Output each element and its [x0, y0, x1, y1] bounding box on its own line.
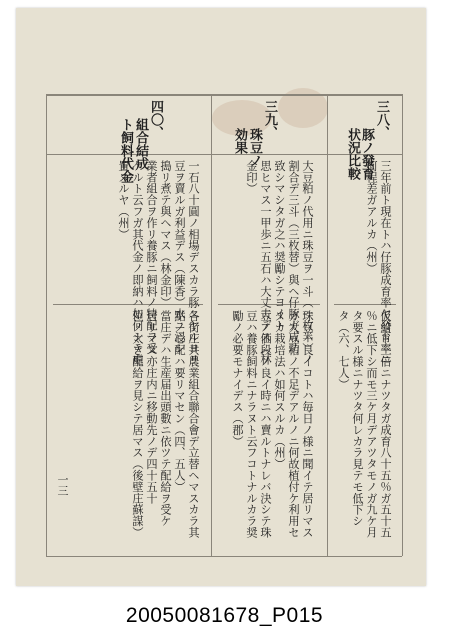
section-38-answer: タ要スル様ニナツタ何レカラ見テモ低下シ — [351, 310, 364, 527]
section-38-subtitle: 状況比較 — [345, 128, 360, 180]
section-39-question: 金印） — [245, 160, 258, 195]
section-39-title: 珠豆ノ — [247, 128, 262, 167]
section-38-answer: タ（六、七人） — [337, 310, 350, 390]
section-39-question: 思ヒマス一甲歩ニ五石ハ大丈夫デス（林 — [259, 160, 272, 366]
section-divider — [211, 94, 212, 556]
section-40-question: 一石八十圓ノ相場デスカラ豚ニヤルヨリ — [187, 160, 200, 366]
section-40-answer: 居リマス亦庄内ニ移動先ノデ四十五十 — [145, 310, 158, 504]
section-38-question: 三年前ト現在トハ仔豚成育率ヤ發育率ニ — [379, 160, 392, 366]
section-38-number: 三八、 — [374, 100, 389, 139]
bottom-rule — [46, 556, 402, 557]
left-border — [46, 94, 47, 556]
section-40-answer: 位ノ太き配給ヲ見シテ居マス（後壁庄蘇謀） — [131, 310, 144, 538]
section-divider — [327, 94, 328, 556]
section-40-question: 豆ヲ賣ルガ利益デス（陳香）水ニ浸シ — [173, 160, 186, 354]
section-39-answer: ガ大豆粕ノ不足デアルノニ何故植付ケ利用セ — [287, 310, 300, 538]
section-40-question: 置スルヤ（州） — [117, 160, 130, 240]
section-39-answer: ヌカ栽培法ハ如何スルカ（州） — [273, 310, 286, 470]
section-39-answer: 豆ノ価段ノ良イ時ニハ賣ルトナレバ決シテ珠 — [259, 310, 272, 538]
section-39-answer: 豆ハ養豚飼料ニナラヌト云フコトナルカラ奨 — [245, 310, 258, 538]
section-40-question: ケルト云フガ其代金ノ即納ハ如何シテ處 — [131, 160, 144, 366]
section-40-subtitle: ト飼料代金 — [118, 118, 133, 183]
section-39-answer: 珠豆ハ良イコトハ毎日ノ様ニ聞イテ居リマス — [301, 310, 314, 538]
section-38-title: 豚ノ發育 — [359, 128, 374, 180]
section-40-answer: 各街庄共農業組合聯合會デ立替ヘマスカラ其 — [187, 310, 200, 538]
section-40-answer: 點ノ心配ハ要リマセン（四、五人） — [173, 310, 186, 493]
section-39-answer: 勵ノ必要モナイデス（郡） — [231, 310, 244, 447]
section-38-question: 何程差ガアルカ（州） — [365, 160, 378, 274]
section-39-question: 割合デ三斗（三枚替）與ヘ仔豚ガ成功 — [287, 160, 300, 354]
section-40-question: 搗リ煮テ與ヘマス（林金印） — [159, 160, 172, 309]
archive-caption: 20050081678_P015 — [125, 604, 324, 627]
top-rule — [46, 94, 402, 96]
right-border — [402, 94, 403, 556]
section-39-question: 大豆粕ノ代用ニ珠豆ヲ一斗（一枚半）ノ — [301, 160, 314, 366]
section-40-number: 四〇、 — [148, 100, 163, 139]
section-40-title: 組合結成 — [133, 118, 148, 170]
page-number: 一三 — [56, 474, 69, 496]
section-39-question: 致シマシタガ之ハ奨勵シテヨイト — [273, 160, 286, 331]
section-38-answer: 仮給ト三倍ニナツタガ成育八十五％ガ五十五 — [379, 310, 392, 538]
document-page — [16, 8, 426, 586]
section-39-number: 三九、 — [262, 100, 277, 139]
section-38-answer: ％ニ低下シ而モ三ケ月デアツタモノガ九ケ月 — [365, 310, 378, 538]
section-39-subtitle: 効果 — [232, 128, 247, 154]
section-40-answer: 當庄デハ生産届出頭數ニ依ツテ配給ヲ受ケ — [159, 310, 172, 527]
section-40-question: 業者組合ヲ作リ養豚ニ飼料ノ特配ヲ受 — [145, 160, 158, 354]
